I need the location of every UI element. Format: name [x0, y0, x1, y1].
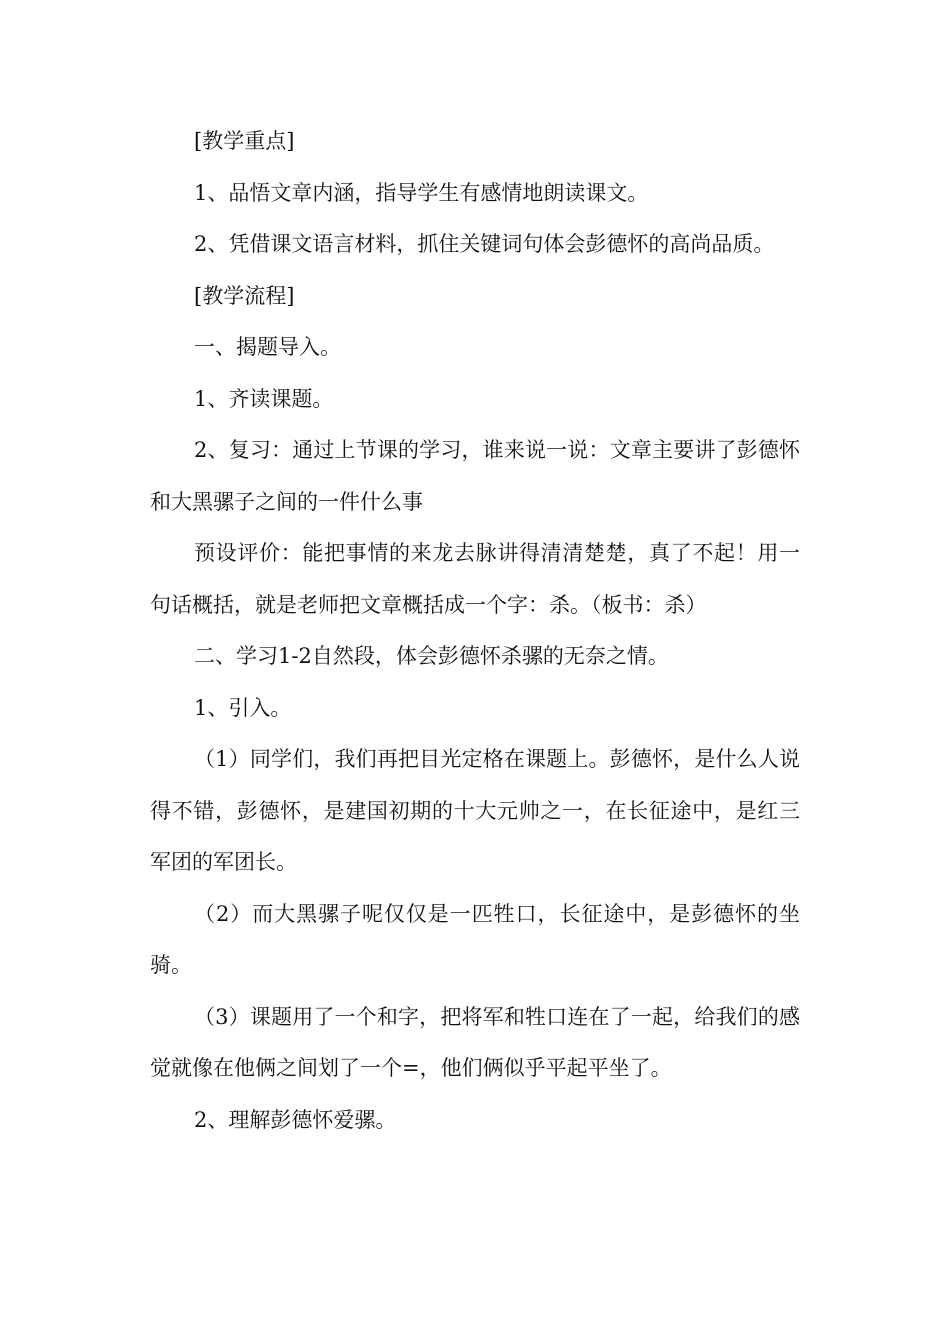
paragraph: 2、凭借课文语言材料，抓住关键词句体会彭德怀的高尚品质。 [194, 232, 775, 256]
paragraph: 预设评价：能把事情的来龙去脉讲得清清楚楚，真了不起！用一句话概括，就是老师把文章概括成一个字：杀。（板书：杀） [150, 541, 800, 617]
paragraph: 2、复习：通过上节课的学习，谁来说一说：文章主要讲了彭德怀和大黑骡子之间的一件什么事 [150, 438, 800, 514]
paragraph: （2）而大黑骡子呢仅仅是一匹牲口，长征途中，是彭德怀的坐骑。 [150, 901, 800, 977]
section-heading-teaching-process: [教学流程] [194, 283, 295, 308]
paragraph: 2、理解彭德怀爱骡。 [194, 1107, 397, 1132]
section-heading-teaching-focus: [教学重点] [194, 129, 295, 153]
paragraph: 1、品悟文章内涵，指导学生有感情地朗读课文。 [194, 180, 649, 205]
paragraph: 1、齐读课题。 [194, 386, 334, 411]
paragraph: 一、揭题导入。 [194, 335, 341, 359]
paragraph: （1）同学们，我们再把目光定格在课题上。彭德怀，是什么人说得不错，彭德怀，是建国初期的十大元帅之一，在长征途中，是红三军团的军团长。 [150, 747, 800, 874]
document-body [150, 116, 800, 1146]
paragraph: 二、学习1-2自然段，体会彭德怀杀骡的无奈之情。 [194, 644, 669, 668]
paragraph: 1、引入。 [194, 695, 292, 720]
paragraph: （3）课题用了一个和字，把将军和牲口连在了一起，给我们的感觉就像在他俩之间划了一个=，他们俩似乎平起平坐了。 [150, 1004, 800, 1080]
